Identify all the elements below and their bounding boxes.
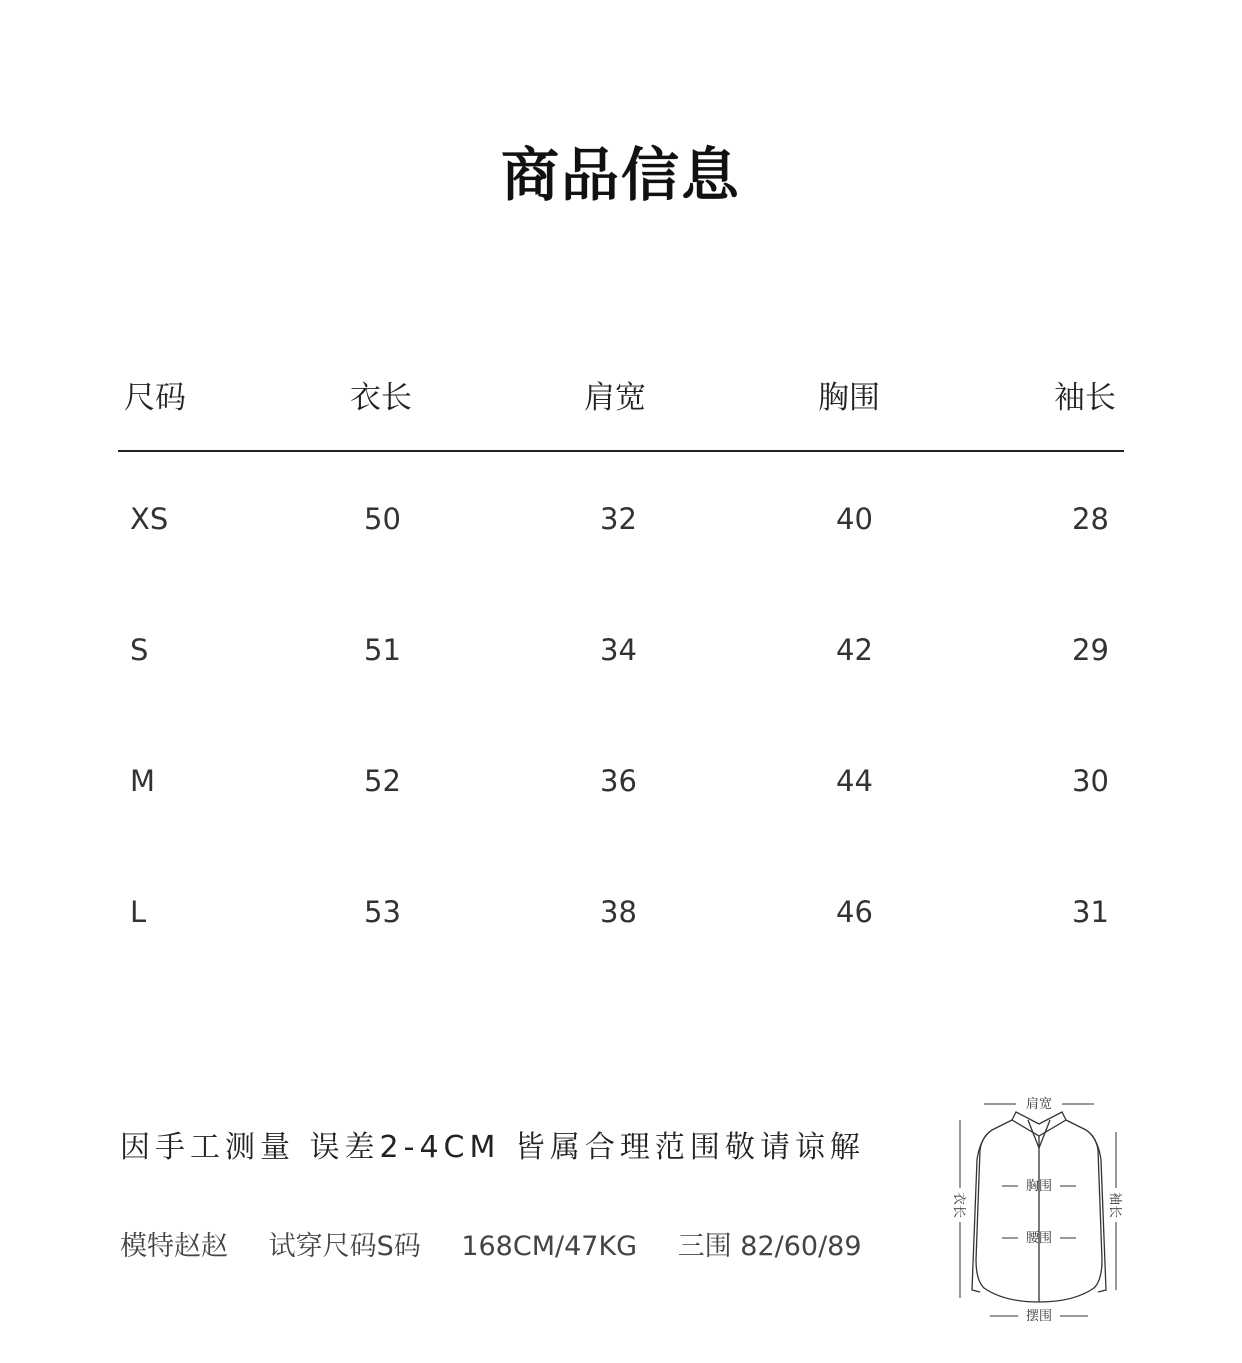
shirt-measurement-diagram (944, 1090, 1134, 1330)
table-cell: 32 (600, 502, 637, 536)
table-cell: 36 (600, 764, 637, 798)
header-chest: 胸围 (818, 380, 880, 416)
diagram-waist-label: 腰围 (1025, 1231, 1053, 1246)
header-sleeve: 袖长 (1054, 380, 1116, 416)
table-cell: M (130, 764, 156, 798)
table-cell: 44 (836, 764, 873, 798)
table-row (118, 714, 1124, 845)
model-info (120, 1224, 862, 1263)
header-length: 衣长 (350, 380, 412, 416)
page-title: 商品信息 (500, 141, 741, 209)
model-body: 168CM/47KG (461, 1231, 638, 1262)
table-cell: L (130, 895, 147, 929)
table-cell: 29 (1072, 633, 1109, 667)
model-measurements: 三围 82/60/89 (677, 1231, 862, 1262)
header-size: 尺码 (124, 380, 186, 416)
shirt-outline-icon (972, 1112, 1106, 1302)
table-row (118, 452, 1124, 583)
table-row (118, 845, 1124, 976)
table-cell: 53 (364, 895, 401, 929)
table-cell: 42 (836, 633, 873, 667)
table-cell: 46 (836, 895, 873, 929)
table-cell: 31 (1072, 895, 1109, 929)
model-size: 试穿尺码S码 (268, 1231, 421, 1262)
table-cell: 51 (364, 633, 401, 667)
table-row (118, 583, 1124, 714)
table-cell: 38 (600, 895, 637, 929)
size-table (118, 360, 1124, 976)
table-cell: XS (130, 502, 169, 536)
diagram-length-label: 衣长 (951, 1191, 966, 1219)
table-cell: 30 (1072, 764, 1109, 798)
model-name: 模特赵赵 (120, 1231, 228, 1262)
table-cell: 50 (364, 502, 401, 536)
diagram-sleeve-label: 袖长 (1107, 1191, 1122, 1219)
table-cell: 28 (1072, 502, 1109, 536)
diagram-hem-label: 摆围 (1025, 1309, 1053, 1324)
table-cell: 40 (836, 502, 873, 536)
diagram-shoulder-label: 肩宽 (1025, 1097, 1053, 1112)
header-shoulder: 肩宽 (584, 380, 646, 416)
table-header-row (118, 360, 1124, 452)
table-cell: S (130, 633, 149, 667)
table-cell: 34 (600, 633, 637, 667)
diagram-chest-label: 胸围 (1025, 1179, 1053, 1194)
measurement-notice: 因手工测量 误差2-4CM 皆属合理范围敬请谅解 (120, 1130, 865, 1165)
table-cell: 52 (364, 764, 401, 798)
